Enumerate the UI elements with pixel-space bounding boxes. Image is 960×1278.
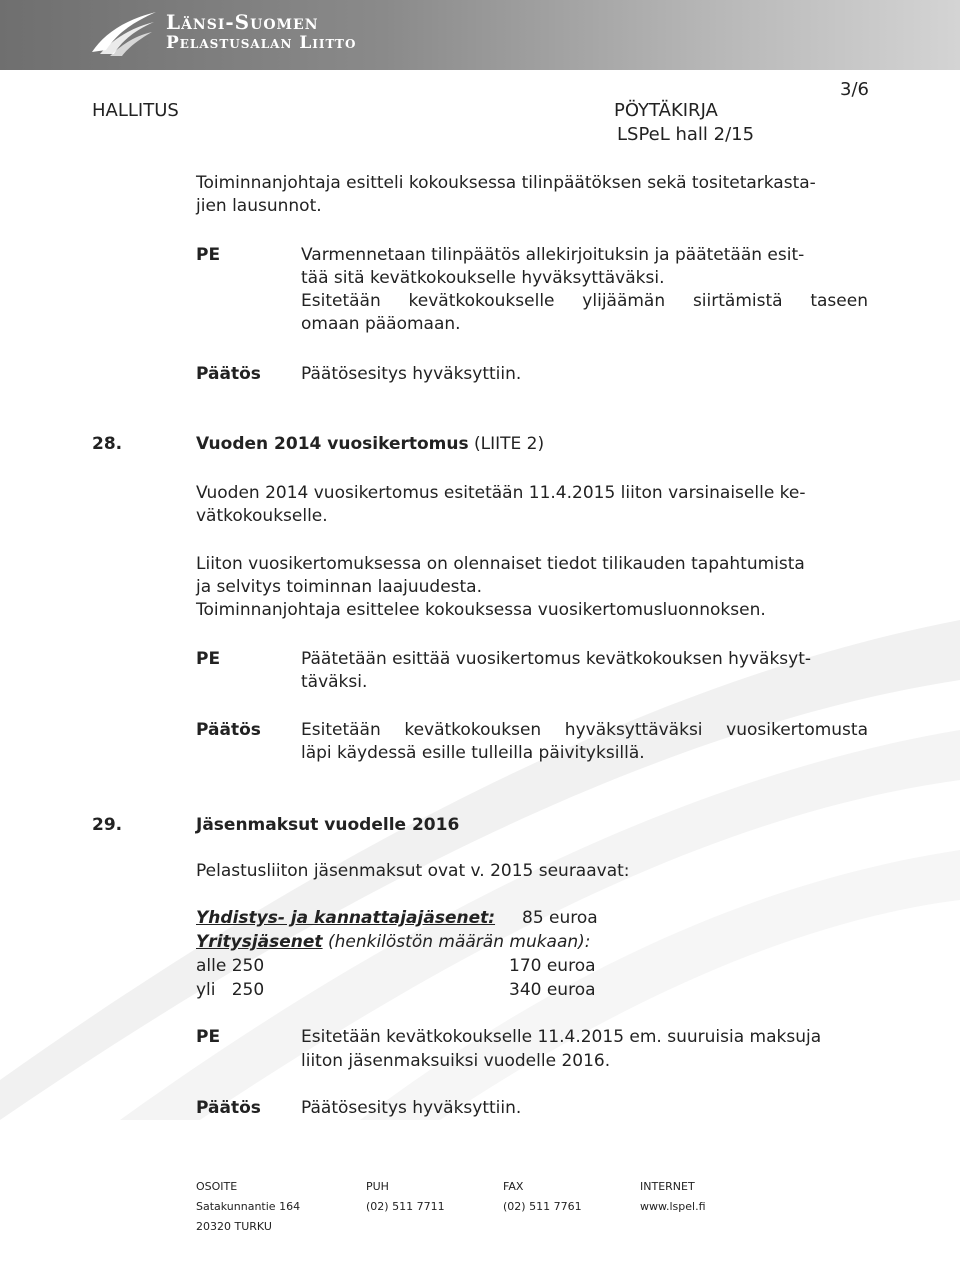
decision-label: Päätös — [196, 364, 261, 384]
section-title: Jäsenmaksut vuodelle 2016 — [196, 815, 460, 835]
footer-phone-label: PUH — [366, 1180, 389, 1193]
fee-label-company-note: (henkilöstön määrän mukaan): — [327, 932, 591, 952]
proposal-line: liiton jäsenmaksuiksi vuodelle 2016. — [301, 1051, 611, 1071]
proposal-line: täväksi. — [301, 672, 368, 692]
section-number: 28. — [92, 434, 123, 454]
proposal-line: Päätetään esittää vuosikertomus kevätkokouksen hyväksyt- — [301, 649, 812, 669]
section-number: 29. — [92, 815, 123, 835]
proposal-line: tää sitä kevätkokoukselle hyväksyttäväksi. — [301, 268, 665, 288]
intro-line: Toiminnanjohtaja esitteli kokouksessa tilinpäätöksen sekä tositetarkasta- — [196, 173, 816, 193]
letterhead-band — [0, 0, 960, 70]
proposal-label: PE — [196, 649, 221, 669]
proposal-line: Varmennetaan tilinpäätös allekirjoituksin ja päätetään esit- — [301, 245, 805, 265]
fee-tier-value: 340 euroa — [509, 980, 596, 1000]
intro-line: jien lausunnot. — [196, 196, 322, 216]
footer-fax-label: FAX — [503, 1180, 524, 1193]
proposal-label: PE — [196, 1027, 221, 1047]
proposal-line: Esitetään kevätkokoukselle ylijäämän siirtämistä taseen — [301, 291, 868, 311]
document-type: PÖYTÄKIRJA — [614, 100, 718, 121]
paragraph-line: Pelastusliiton jäsenmaksut ovat v. 2015 seuraavat: — [196, 861, 630, 881]
fee-tier-label: yli 250 — [196, 980, 265, 1000]
decision-line: Esitetään kevätkokouksen hyväksyttäväksi vuosikertomusta — [301, 720, 868, 740]
paragraph-line: Toiminnanjohtaja esittelee kokouksessa vuosikertomusluonnoksen. — [196, 600, 766, 620]
paragraph-line: vätkokoukselle. — [196, 506, 328, 526]
fee-label-company: Yritysjäsenet — [196, 932, 323, 952]
org-name-line1: Länsi-Suomen — [166, 10, 319, 34]
fee-tier-label: alle 250 — [196, 956, 265, 976]
decision-label: Päätös — [196, 720, 261, 740]
fee-label-association: Yhdistys- ja kannattajajäsenet: — [196, 908, 496, 928]
document-reference: LSPeL hall 2/15 — [617, 124, 755, 145]
paragraph-line: Liiton vuosikertomuksessa on olennaiset tiedot tilikauden tapahtumista — [196, 554, 805, 574]
flame-wing-logo-icon — [90, 8, 158, 58]
section-heading — [196, 433, 544, 455]
proposal-line: omaan pääomaan. — [301, 314, 461, 334]
header-body-label: HALLITUS — [92, 100, 179, 121]
footer-phone: (02) 511 7711 — [366, 1200, 445, 1213]
fee-label-company-row — [196, 931, 591, 953]
paragraph-line: Vuoden 2014 vuosikertomus esitetään 11.4.2015 liiton varsinaiselle ke- — [196, 483, 806, 503]
proposal-line: Esitetään kevätkokoukselle 11.4.2015 em. suuruisia maksuja — [301, 1027, 822, 1047]
page-number: 3/6 — [840, 79, 869, 100]
fee-value-association: 85 euroa — [522, 908, 598, 928]
paragraph-line: ja selvitys toiminnan laajuudesta. — [196, 577, 482, 597]
fee-tier-value: 170 euroa — [509, 956, 596, 976]
decision-text: Päätösesitys hyväksyttiin. — [301, 1098, 522, 1118]
footer-internet-label: INTERNET — [640, 1180, 695, 1193]
footer-website-link[interactable]: www.lspel.fi — [640, 1200, 706, 1213]
proposal-label: PE — [196, 245, 221, 265]
footer-fax: (02) 511 7761 — [503, 1200, 582, 1213]
footer-address-label: OSOITE — [196, 1180, 238, 1193]
footer-address-line: Satakunnantie 164 — [196, 1200, 301, 1213]
decision-text: Päätösesitys hyväksyttiin. — [301, 364, 522, 384]
section-title: Vuoden 2014 vuosikertomus — [196, 434, 469, 454]
org-name-line2: Pelastusalan Liitto — [166, 33, 357, 53]
decision-line: läpi käydessä esille tulleilla päivityksillä. — [301, 743, 645, 763]
footer-address-line: 20320 TURKU — [196, 1220, 272, 1233]
decision-label: Päätös — [196, 1098, 261, 1118]
section-attachment-ref: (LIITE 2) — [474, 434, 545, 454]
